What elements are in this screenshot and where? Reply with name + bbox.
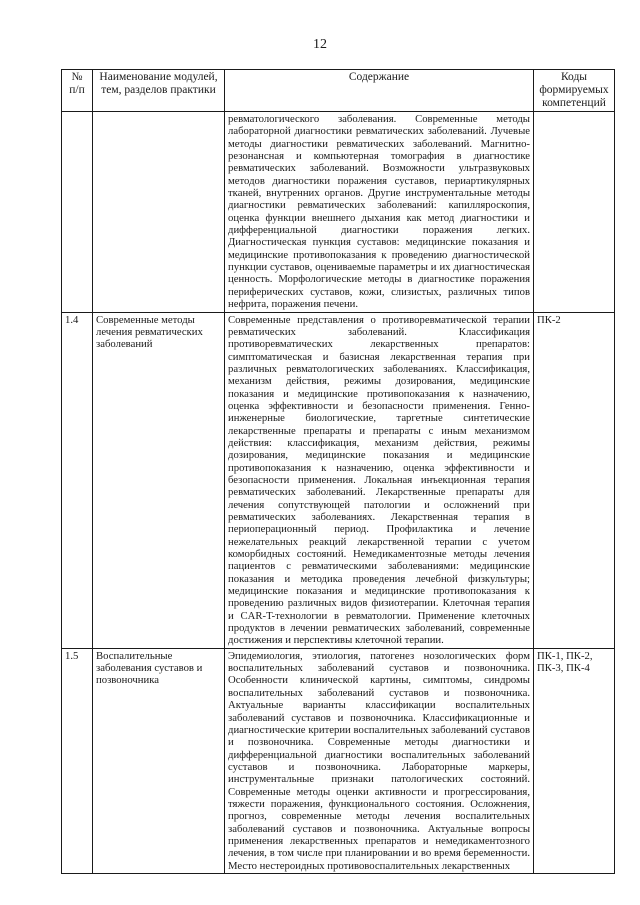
row-num: 1.4 [62, 312, 93, 648]
row-content: Современные представления о противоревматической терапии ревматических заболеваний. Классификация противоревматических лекарственных препаратов: симптоматическая и базисная лекарственная терапия при различных ревматологических заболеваниях. Классификация, механизм действия, режимы дозирования, медицинские показания и медицинские противопоказания к назначению, оценка эффективности и безопасности применения. Генно-инженерные биологические, таргетные синтетические лекарственные препараты и препараты с иным механизмом действия: классификация, механизм действия, режимы дозирования, медицинские показания и медицинские противопоказания к назначению, оценка эффективности и безопасности применения. Локальная инъекционная терапия ревматических заболеваний. Лекарственные препараты для лечения сопутствующей патологии и осложнений при ревматических заболеваниях. Лекарственная терапия в периоперационный период. Профилактика и лечение нежелательных реакций лекарственной терапии с учетом коморбидных состояний. Немедикаментозные методы лечения пациентов с ревматическими заболеваниями: медицинские показания и методика проведения лечебной физкультуры; медицинские показания и медицинские противопоказания к проведению различных видов физиотерапии. Клеточная терапия и CAR-T-технологии в ревматологии. Применение клеточных продуктов в лечении ревматических заболеваний, современные достижения и перспективы клеточной терапии. [225, 312, 534, 648]
table-row [62, 312, 615, 648]
header-codes: Коды формируемых компетенций [534, 70, 615, 112]
table-header-row [62, 70, 615, 112]
row-content: Эпидемиология, этиология, патогенез нозологических форм воспалительных заболеваний суставов и позвоночника. Особенности клинической картины, симптомы, синдромы воспалительных заболеваний суставов и позвоночника. Актуальные варианты классификации воспалительных заболеваний суставов и позвоночника. Классификационные и диагностические критерии воспалительных заболеваний суставов и позвоночника. Современные методы диагностики и дифференциальной диагностики воспалительных заболеваний суставов и позвоночника. Лабораторные маркеры, инструментальные признаки патологических состояний. Современные методы оценки активности и прогрессирования, тяжести поражения, функционального состояния. Осложнения, прогноз, современные методы лечения воспалительных заболеваний суставов и позвоночника. Актуальные вопросы применения лекарственных препаратов и немедикаментозного лечения, в том числе при планировании и во время беременности. Место нестероидных противовоспалительных лекарственных [225, 648, 534, 873]
row-codes [534, 112, 615, 313]
row-name: Воспалительные заболевания суставов и позвоночника [93, 648, 225, 873]
table-row [62, 112, 615, 313]
header-content: Содержание [225, 70, 534, 112]
page-number: 12 [313, 37, 327, 52]
header-num: № п/п [62, 70, 93, 112]
row-num: 1.5 [62, 648, 93, 873]
row-num [62, 112, 93, 313]
header-name: Наименование модулей, тем, разделов практики [93, 70, 225, 112]
table-row [62, 648, 615, 873]
row-name: Современные методы лечения ревматических заболеваний [93, 312, 225, 648]
row-name [93, 112, 225, 313]
row-codes: ПК-2 [534, 312, 615, 648]
row-codes: ПК-1, ПК-2, ПК-3, ПК-4 [534, 648, 615, 873]
curriculum-table [61, 69, 615, 874]
row-content: ревматологического заболевания. Современные методы лабораторной диагностики ревматических заболеваний. Лучевые методы диагностики ревматических заболеваний. Магнитно-резонансная и компьютерная томография в диагностике ревматических заболеваний. Возможности ультразвуковых методов диагностики поражения суставов, периартикулярных тканей, внутренних органов. Другие инструментальные методы диагностики ревматических заболеваний: капилляроскопия, оценка функции внешнего дыхания как метод диагностики и дифференциальной диагностики поражения легких. Диагностическая пункция суставов: медицинские показания и медицинские противопоказания к проведению диагностической пункции суставов, оцениваемые параметры и их диагностическая ценность. Морфологические методы в диагностике поражения периферических суставов, кожи, слизистых, различных типов нефрита, поражения печени. [225, 112, 534, 313]
